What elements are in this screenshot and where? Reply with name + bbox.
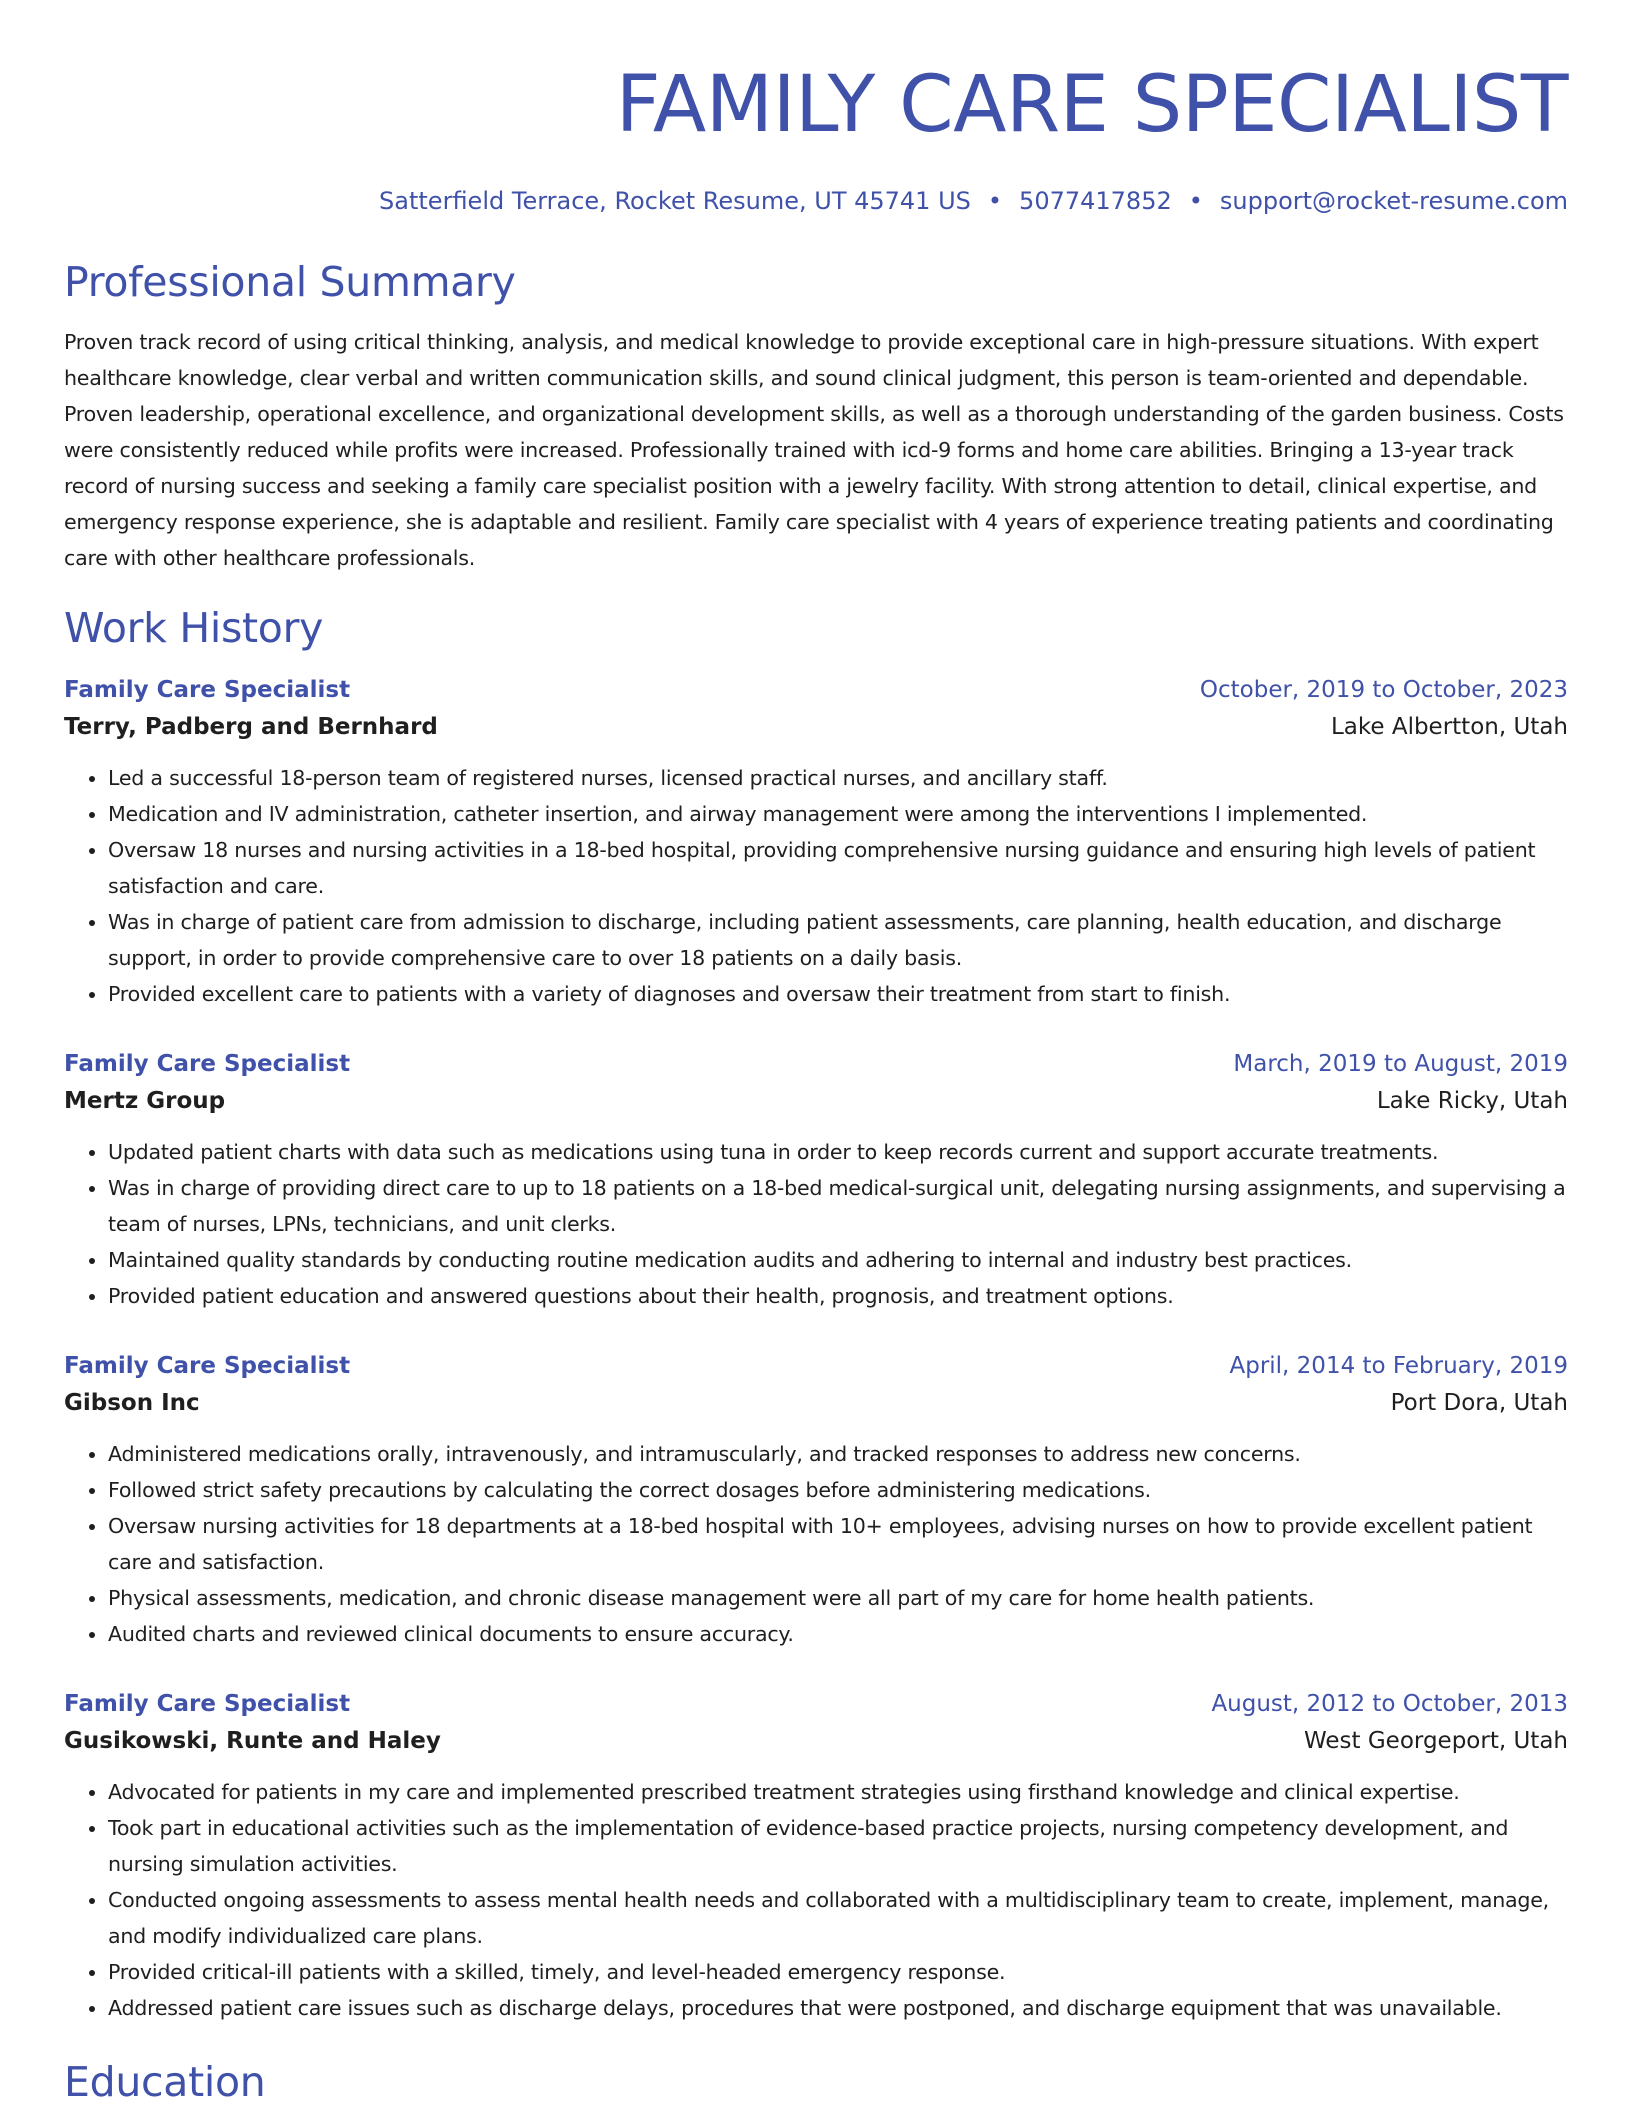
job-bullet: • Advocated for patients in my care and implemented prescribed treatment strategies using firsthand knowledge and clinical expertise. xyxy=(108,1774,1568,1810)
job-bullet: • Led a successful 18-person team of registered nurses, licensed practical nurses, and ancillary staff. xyxy=(108,760,1568,796)
resume-page xyxy=(64,0,1568,2108)
job-entry xyxy=(64,672,1568,1012)
job-bullet: • Provided critical-ill patients with a skilled, timely, and level-headed emergency response. xyxy=(108,1954,1568,1990)
contact-address: Satterfield Terrace, Rocket Resume, UT 45741 US xyxy=(379,187,971,215)
job-bullets xyxy=(64,1134,1568,1314)
job-location: West Georgeport, Utah xyxy=(1304,1728,1568,1754)
contact-line xyxy=(64,186,1568,216)
job-bullet: • Updated patient charts with data such as medications using tuna in order to keep records current and support accurate treatments. xyxy=(108,1134,1568,1170)
job-location: Lake Ricky, Utah xyxy=(1376,1088,1568,1114)
job-bullet: • Provided patient education and answered questions about their health, prognosis, and treatment options. xyxy=(108,1278,1568,1314)
job-company: Gibson Inc xyxy=(64,1390,200,1416)
job-dates: March, 2019 to August, 2019 xyxy=(1233,1051,1568,1077)
job-bullet: • Oversaw 18 nurses and nursing activities in a 18-bed hospital, providing comprehensive nursing guidance and ensuring high levels of patient satisfaction and care. xyxy=(108,832,1568,904)
job-dates: April, 2014 to February, 2019 xyxy=(1229,1353,1568,1379)
job-entry xyxy=(64,1046,1568,1314)
job-bullets xyxy=(64,760,1568,1012)
job-bullet: • Audited charts and reviewed clinical documents to ensure accuracy. xyxy=(108,1616,1568,1652)
job-bullet: • Maintained quality standards by conducting routine medication audits and adhering to internal and industry best practices. xyxy=(108,1242,1568,1278)
job-location: Port Dora, Utah xyxy=(1390,1390,1568,1416)
resume-header xyxy=(64,0,1568,216)
job-bullets xyxy=(64,1774,1568,2026)
job-entry xyxy=(64,1686,1568,2026)
job-bullet: • Physical assessments, medication, and chronic disease management were all part of my care for home health patients. xyxy=(108,1580,1568,1616)
job-title: Family Care Specialist xyxy=(64,1691,351,1717)
job-company: Gusikowski, Runte and Haley xyxy=(64,1728,441,1754)
job-bullet: • Was in charge of patient care from admission to discharge, including patient assessments, care planning, health education, and discharge support, in order to provide comprehensive care to over 18 patients on a daily basis. xyxy=(108,904,1568,976)
section-title-education: Education xyxy=(64,2058,266,2106)
job-bullet: • Followed strict safety precautions by calculating the correct dosages before administering medications. xyxy=(108,1472,1568,1508)
job-entry xyxy=(64,1348,1568,1652)
job-title: Family Care Specialist xyxy=(64,1353,351,1379)
job-bullet: • Provided excellent care to patients with a variety of diagnoses and oversaw their treatment from start to finish. xyxy=(108,976,1568,1012)
job-bullet: • Medication and IV administration, catheter insertion, and airway management were among the interventions I implemented. xyxy=(108,796,1568,832)
section-title-summary: Professional Summary xyxy=(64,258,516,306)
candidate-title: FAMILY CARE SPECIALIST xyxy=(615,60,1568,150)
section-title-work-history: Work History xyxy=(64,604,324,652)
job-bullet: • Took part in educational activities such as the implementation of evidence-based practice projects, nursing competency development, and nursing simulation activities. xyxy=(108,1810,1568,1882)
job-company: Terry, Padberg and Bernhard xyxy=(64,714,438,740)
job-bullet: • Was in charge of providing direct care to up to 18 patients on a 18-bed medical-surgical unit, delegating nursing assignments, and supervising a team of nurses, LPNs, technicians, and unit clerks. xyxy=(108,1170,1568,1242)
job-title: Family Care Specialist xyxy=(64,677,351,703)
job-title: Family Care Specialist xyxy=(64,1051,351,1077)
job-bullet: • Conducted ongoing assessments to assess mental health needs and collaborated with a multidisciplinary team to create, implement, manage, and modify individualized care plans. xyxy=(108,1882,1568,1954)
job-location: Lake Albertton, Utah xyxy=(1330,714,1568,740)
job-bullet: • Addressed patient care issues such as discharge delays, procedures that were postponed, and discharge equipment that was unavailable. xyxy=(108,1990,1568,2026)
job-dates: August, 2012 to October, 2013 xyxy=(1211,1691,1568,1717)
summary-text: Proven track record of using critical thinking, analysis, and medical knowledge to provide exceptional care in high-pressure situations. With expert healthcare knowledge, clear verbal and written communication skills, and sound clinical judgment, this person is team-oriented and dependable. Proven leadership, operational excellence, and organizational development skills, as well as a thorough understanding of the garden business. Costs were consistently reduced while profits were increased. Professionally trained with icd-9 forms and home care abilities. Bringing a 13-year track record of nursing success and seeking a family care specialist position with a jewelry facility. With strong attention to detail, clinical expertise, and emergency response experience, she is adaptable and resilient. Family care specialist with 4 years of experience treating patients and coordinating care with other healthcare professionals. xyxy=(64,330,1564,570)
job-company: Mertz Group xyxy=(64,1088,226,1114)
contact-email: support@rocket-resume.com xyxy=(1219,187,1568,215)
contact-separator: • xyxy=(987,187,1003,215)
job-dates: October, 2019 to October, 2023 xyxy=(1199,677,1568,703)
job-bullet: • Oversaw nursing activities for 18 departments at a 18-bed hospital with 10+ employees, advising nurses on how to provide excellent patient care and satisfaction. xyxy=(108,1508,1568,1580)
job-bullet: • Administered medications orally, intravenously, and intramuscularly, and tracked responses to address new concerns. xyxy=(108,1436,1568,1472)
job-bullets xyxy=(64,1436,1568,1652)
contact-phone: 5077417852 xyxy=(1019,187,1172,215)
contact-separator: • xyxy=(1188,187,1203,215)
